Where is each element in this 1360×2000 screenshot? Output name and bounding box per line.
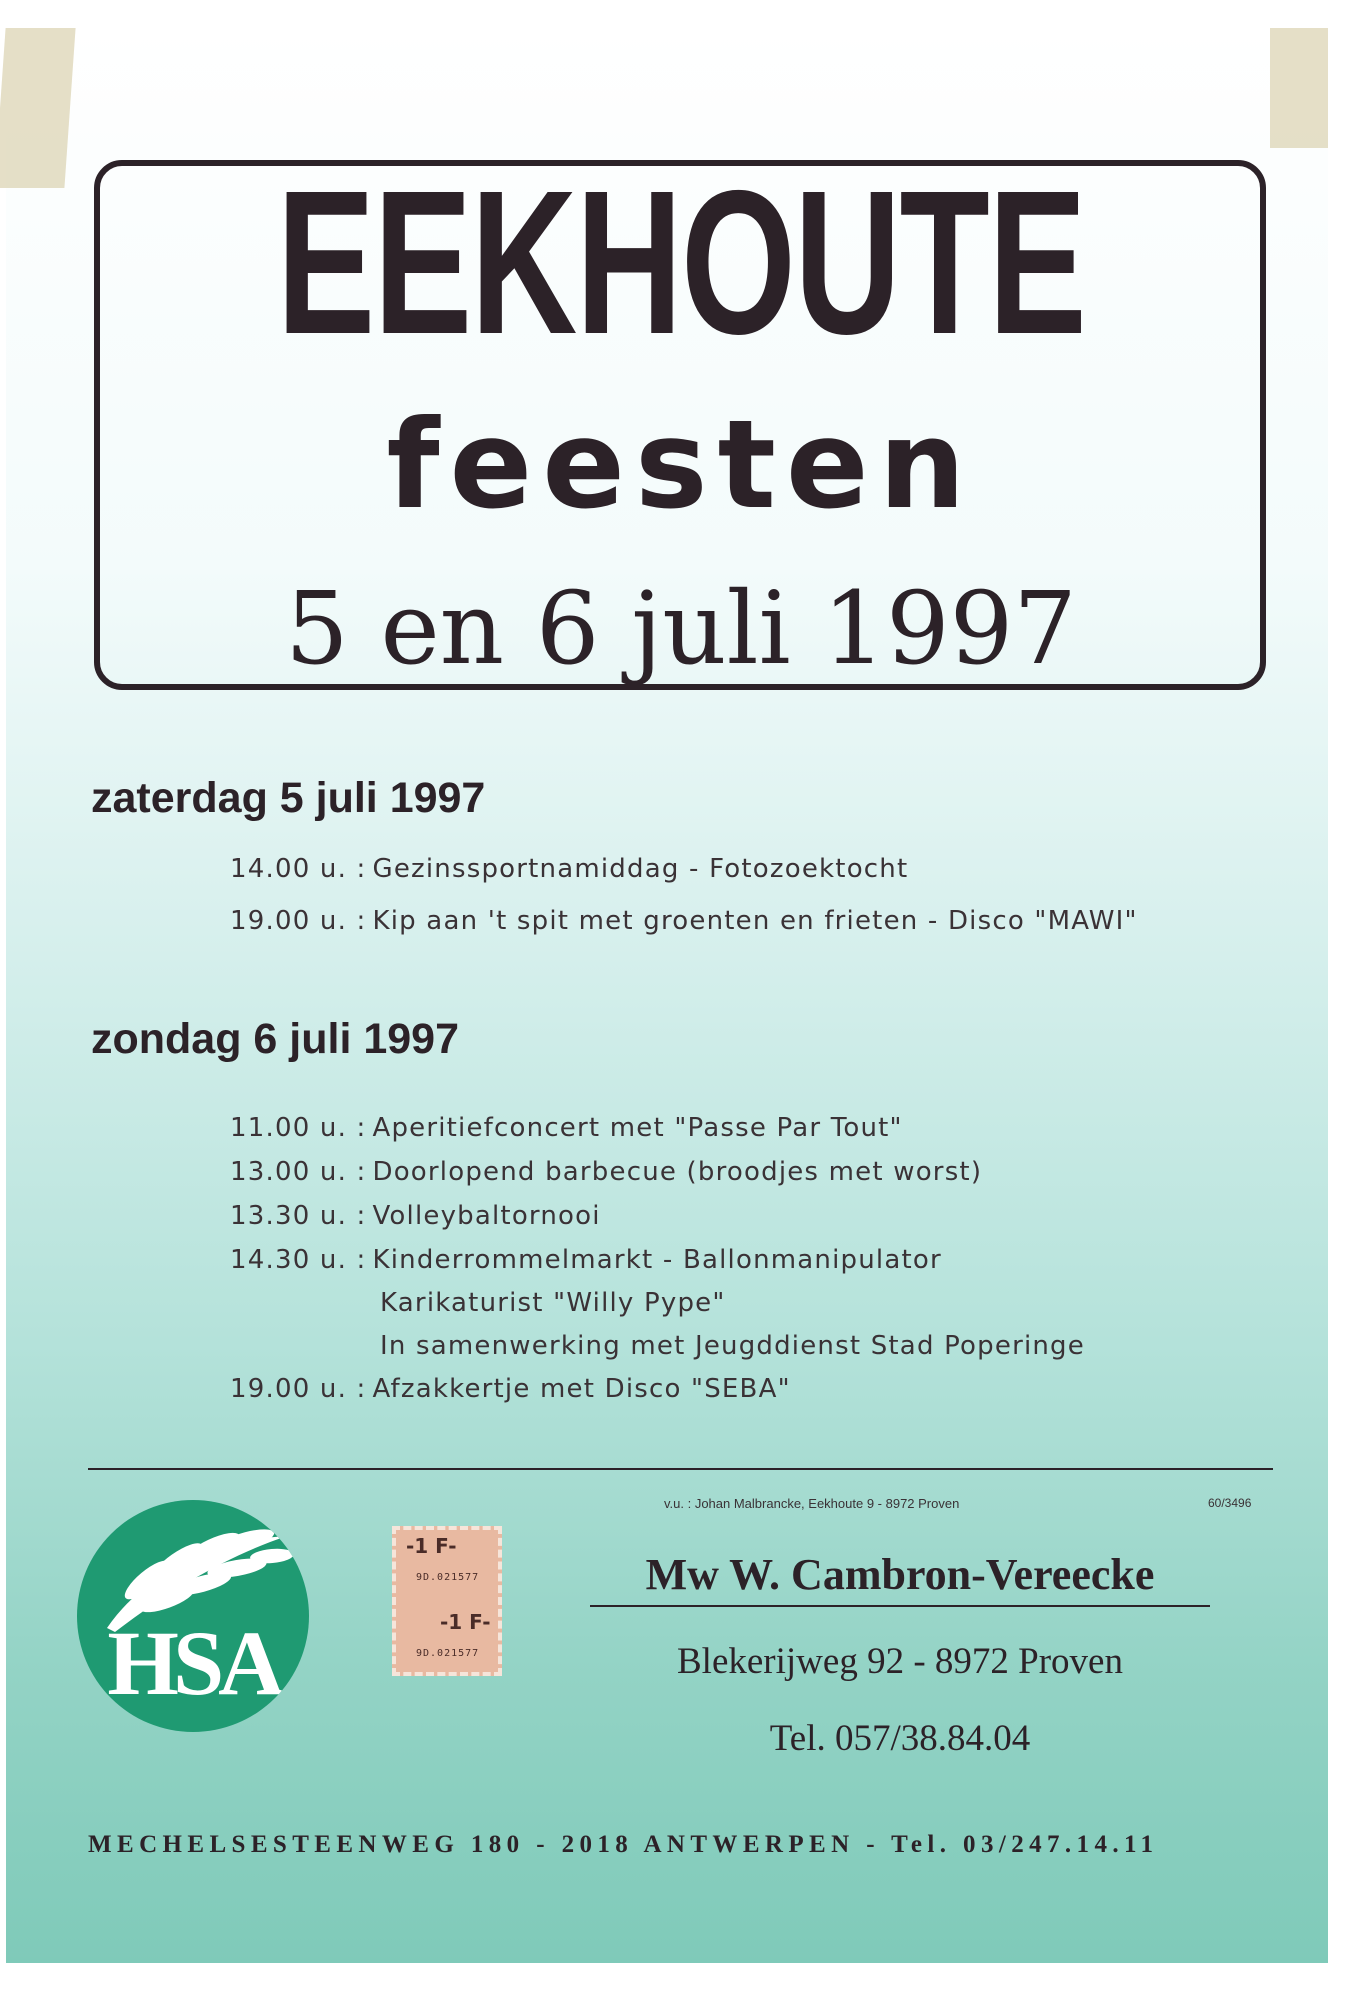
stamp-value: -1 F- bbox=[406, 1534, 457, 1558]
event-row bbox=[230, 1374, 791, 1404]
event-row bbox=[230, 906, 1138, 936]
reference-number: 60/3496 bbox=[1208, 1496, 1252, 1510]
event-time: 19.00 u. : bbox=[230, 1374, 367, 1404]
event-row-continued bbox=[380, 1288, 726, 1318]
event-description: Afzakkertje met Disco "SEBA" bbox=[372, 1374, 791, 1404]
event-row bbox=[230, 1113, 903, 1143]
event-description: In samenwerking met Jeugddienst Stad Poperinge bbox=[380, 1331, 1085, 1361]
event-row-continued bbox=[380, 1331, 1085, 1361]
event-description: Karikaturist "Willy Pype" bbox=[380, 1288, 726, 1318]
event-time: 14.00 u. : bbox=[230, 854, 367, 884]
responsible-publisher: v.u. : Johan Malbrancke, Eekhoute 9 - 8972 Proven bbox=[664, 1496, 960, 1511]
event-row bbox=[230, 1245, 942, 1275]
poster-dates: 5 en 6 juli 1997 bbox=[285, 570, 1077, 687]
event-row bbox=[230, 854, 908, 884]
hsa-logo bbox=[77, 1500, 309, 1732]
footer-divider bbox=[88, 1468, 1273, 1470]
event-time: 13.30 u. : bbox=[230, 1201, 367, 1231]
event-description: Doorlopend barbecue (broodjes met worst) bbox=[372, 1157, 983, 1187]
event-description: Kinderrommelmarkt - Ballonmanipulator bbox=[372, 1245, 942, 1275]
poster-title: EEKHOUTE bbox=[276, 148, 1086, 377]
stamp-number: 9D.021577 bbox=[416, 1648, 480, 1659]
event-description: Gezinssportnamiddag - Fotozoektocht bbox=[372, 854, 909, 884]
event-description: Aperitiefconcert met "Passe Par Tout" bbox=[372, 1113, 903, 1143]
day-heading-sunday: zondag 6 juli 1997 bbox=[91, 1015, 459, 1063]
sponsor-address: Blekerijweg 92 - 8972 Proven bbox=[677, 1641, 1123, 1682]
event-description: Volleybaltornooi bbox=[372, 1201, 601, 1231]
event-row bbox=[230, 1157, 982, 1187]
stamp-number: 9D.021577 bbox=[416, 1572, 480, 1583]
tape-left bbox=[0, 28, 76, 188]
event-time: 19.00 u. : bbox=[230, 906, 367, 936]
event-time: 11.00 u. : bbox=[230, 1113, 367, 1143]
event-time: 14.30 u. : bbox=[230, 1245, 367, 1275]
day-heading-saturday: zaterdag 5 juli 1997 bbox=[91, 774, 486, 822]
event-time: 13.00 u. : bbox=[230, 1157, 367, 1187]
footer-address-line: MECHELSESTEENWEG 180 - 2018 ANTWERPEN - Tel. 03/247.14.11 bbox=[88, 1831, 1159, 1858]
stamp-value: -1 F- bbox=[440, 1610, 491, 1634]
event-row bbox=[230, 1201, 601, 1231]
tape-right bbox=[1270, 28, 1328, 148]
revenue-stamp bbox=[392, 1526, 502, 1676]
sponsor-name: Mw W. Cambron-Vereecke bbox=[645, 1550, 1155, 1599]
sponsor-telephone: Tel. 057/38.84.04 bbox=[769, 1718, 1031, 1759]
logo-text: HSA bbox=[107, 1612, 279, 1714]
event-description: Kip aan 't spit met groenten en frieten - Disco "MAWI" bbox=[372, 906, 1138, 936]
poster-subtitle: feesten bbox=[386, 394, 976, 536]
sponsor-underline bbox=[590, 1605, 1210, 1607]
